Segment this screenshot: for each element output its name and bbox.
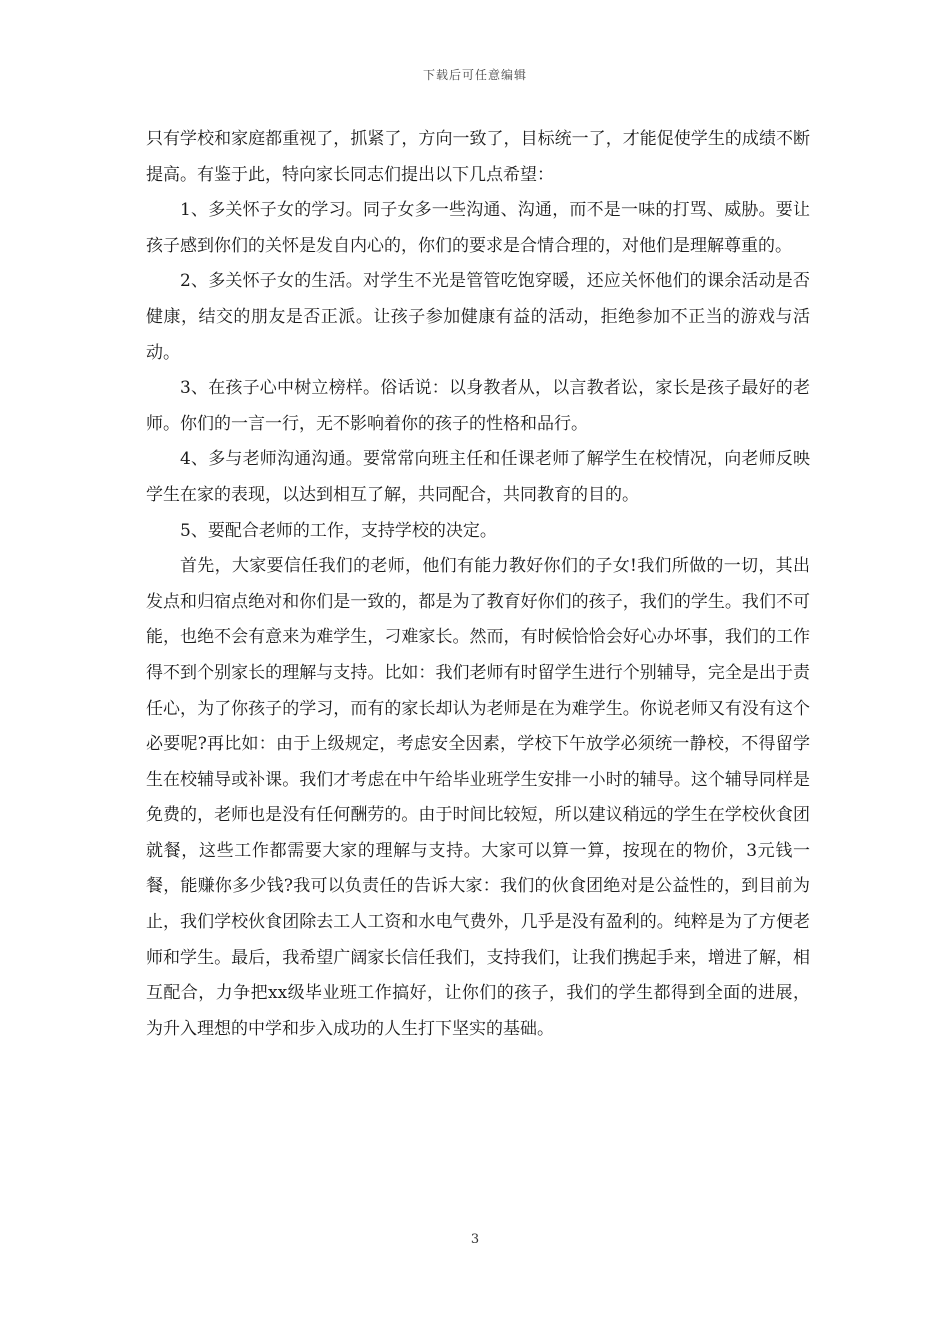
paragraph-point-4: 4、多与老师沟通沟通。要常常向班主任和任课老师了解学生在校情况，向老师反映学生在家的表现，以达到相互了解，共同配合，共同教育的目的。 xyxy=(146,449,810,505)
document-body xyxy=(146,122,810,1047)
paragraph-intro: 只有学校和家庭都重视了，抓紧了，方向一致了，目标统一了，才能促使学生的成绩不断提高。有鉴于此，特向家长同志们提出以下几点希望： xyxy=(146,129,810,185)
paragraph-closing: 首先，大家要信任我们的老师，他们有能力教好你们的子女!我们所做的一切，其出发点和归宿点绝对和你们是一致的，都是为了教育好你们的孩子，我们的学生。我们不可能，也绝不会有意来为难学生，刁难家长。然而，有时候恰恰会好心办坏事，我们的工作得不到个别家长的理解与支持。比如：我们老师有时留学生进行个别辅导，完全是出于责任心，为了你孩子的学习，而有的家长却认为老师是在为难学生。你说老师又有没有这个必要呢?再比如：由于上级规定，考虑安全因素，学校下午放学必须统一静校，不得留学生在校辅导或补课。我们才考虑在中午给毕业班学生安排一小时的辅导。这个辅导同样是免费的，老师也是没有任何酬劳的。由于时间比较短，所以建议稍远的学生在学校伙食团就餐，这些工作都需要大家的理解与支持。大家可以算一算，按现在的物价，3元钱一餐，能赚你多少钱?我可以负责任的告诉大家：我们的伙食团绝对是公益性的，到目前为止，我们学校伙食团除去工人工资和水电气费外，几乎是没有盈利的。纯粹是为了方便老师和学生。最后，我希望广阔家长信任我们，支持我们，让我们携起手来，增进了解，相互配合，力争把xx级毕业班工作搞好，让你们的孩子，我们的学生都得到全面的进展，为升入理想的中学和步入成功的人生打下坚实的基础。 xyxy=(146,556,810,1039)
page-header: 下载后可任意编辑 xyxy=(422,68,527,82)
paragraph-point-3: 3、在孩子心中树立榜样。俗话说：以身教者从，以言教者讼，家长是孩子最好的老师。你们的一言一行，无不影响着你的孩子的性格和品行。 xyxy=(146,378,810,434)
paragraph-point-1: 1、多关怀子女的学习。同子女多一些沟通、沟通，而不是一味的打骂、威胁。要让孩子感到你们的关怀是发自内心的，你们的要求是合情合理的，对他们是理解尊重的。 xyxy=(146,200,810,256)
page-number: 3 xyxy=(470,1232,480,1247)
paragraph-point-2: 2、多关怀子女的生活。对学生不光是管管吃饱穿暖，还应关怀他们的课余活动是否健康，结交的朋友是否正派。让孩子参加健康有益的活动，拒绝参加不正当的游戏与活动。 xyxy=(146,271,810,363)
paragraph-point-5: 5、要配合老师的工作，支持学校的决定。 xyxy=(180,520,497,541)
